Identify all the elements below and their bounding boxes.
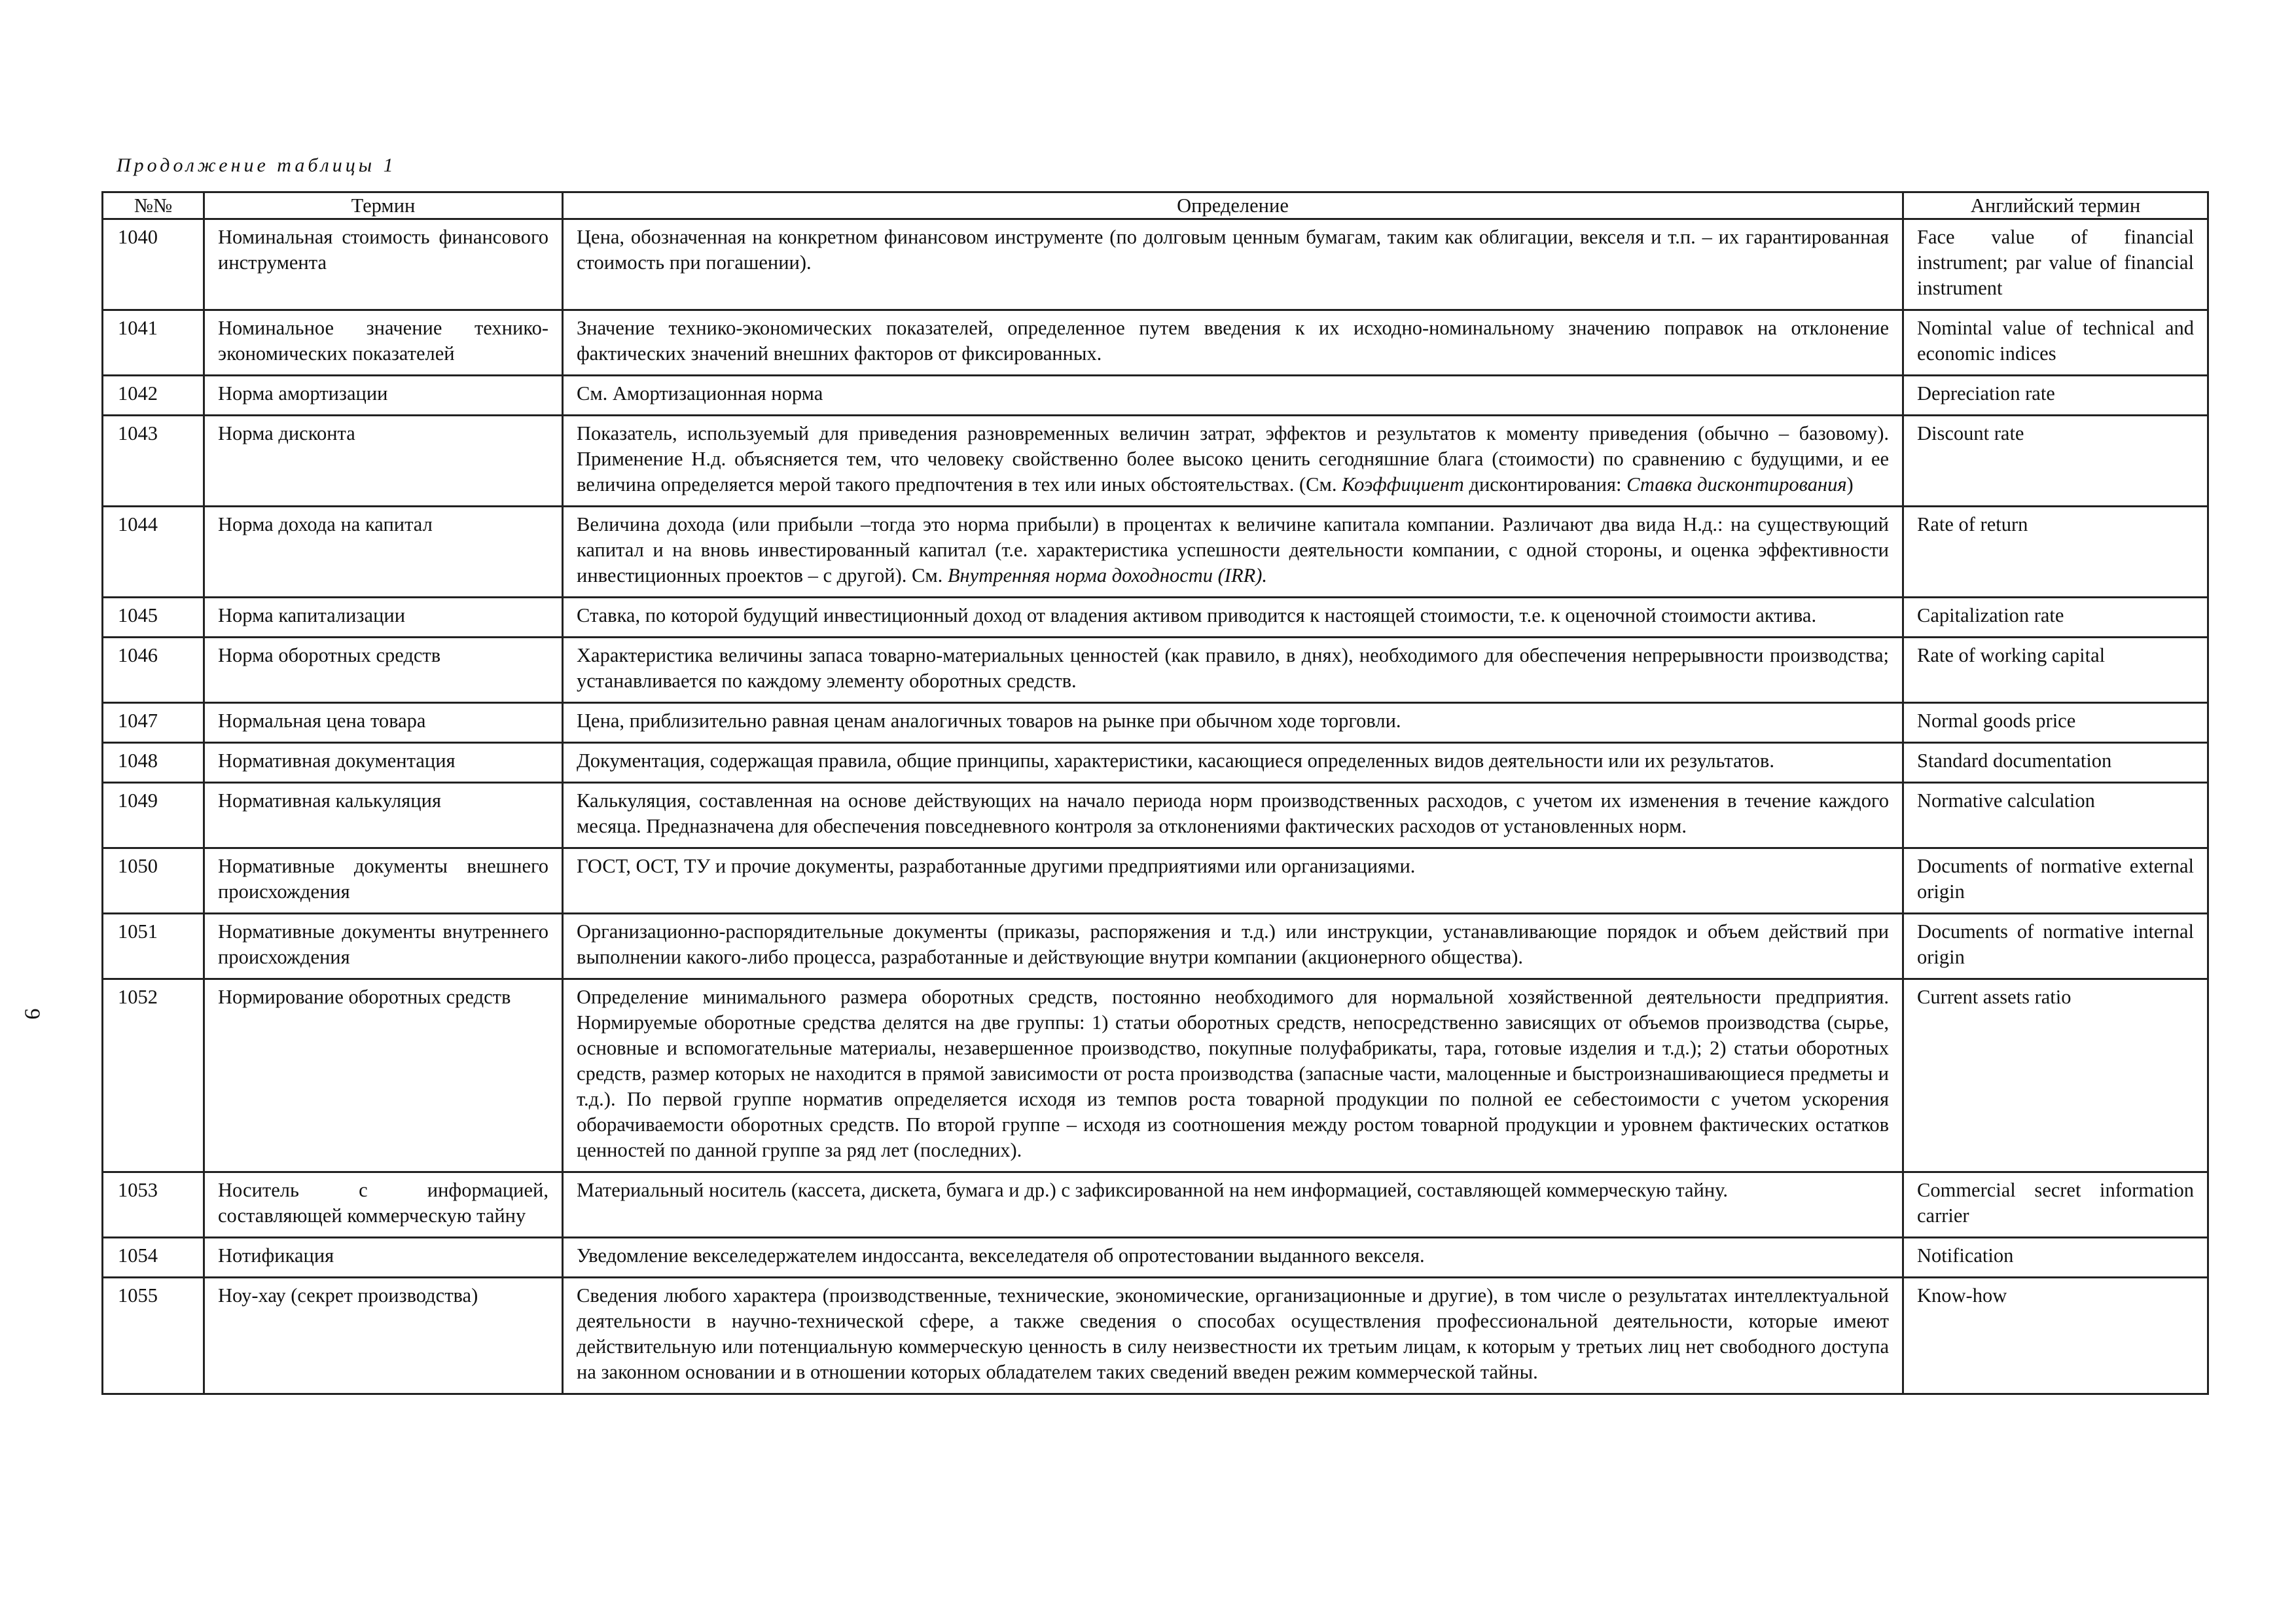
row-definition: Организационно-распорядительные документы (приказы, распоряжения и т.д.) или инструкции, устанавливающие порядок и объем действий при выполнении какого-либо процесса, разработанные и действующие внутри компании (акционерного общества). xyxy=(563,914,1903,979)
row-num: 1045 xyxy=(103,598,204,638)
row-definition: Калькуляция, составленная на основе действующих на начало периода норм производственных расходов, с учетом их изменения в течение каждого месяца. Предназначена для обеспечения повседневного контроля за отклонениями фактических расходов от установленных норм. xyxy=(563,783,1903,848)
row-num: 1046 xyxy=(103,638,204,703)
table-row xyxy=(103,1278,2208,1394)
row-definition: Характеристика величины запаса товарно-материальных ценностей (как правило, в днях), необходимого для обеспечения непрерывности производства; устанавливается по каждому элементу оборотных средств. xyxy=(563,638,1903,703)
row-english: Nomintal value of technical and economic indices xyxy=(1903,310,2208,376)
row-term: Ноу-хау (секрет производства) xyxy=(204,1278,563,1394)
definition-text: дисконтирования: xyxy=(1463,473,1627,496)
header-english: Английский термин xyxy=(1903,192,2208,219)
row-num: 1052 xyxy=(103,979,204,1172)
table-row xyxy=(103,219,2208,310)
row-definition: Материальный носитель (кассета, дискета, бумага и др.) с зафиксированной на нем информацией, составляющей коммерческую тайну. xyxy=(563,1172,1903,1238)
table-row xyxy=(103,743,2208,783)
header-row xyxy=(103,192,2208,219)
row-definition: Сведения любого характера (производственные, технические, экономические, организационные и другие), в том числе о результатах интеллектуальной деятельности в научно-технической сфере, а также сведения о способах осуществления профессиональной деятельности, которые имеют действительную или потенциальную коммерческую ценность в силу неизвестности их третьим лицам, к которым у третьих лиц нет свободного доступа на законном основании и в отношении которых обладателем таких сведений введен режим коммерческой тайны. xyxy=(563,1278,1903,1394)
header-term: Термин xyxy=(204,192,563,219)
row-english: Face value of financial instrument; par value of financial instrument xyxy=(1903,219,2208,310)
row-definition: Документация, содержащая правила, общие принципы, характеристики, касающиеся определенных видов деятельности или их результатов. xyxy=(563,743,1903,783)
row-english: Capitalization rate xyxy=(1903,598,2208,638)
row-term: Нормативная калькуляция xyxy=(204,783,563,848)
table-row xyxy=(103,638,2208,703)
row-num: 1047 xyxy=(103,703,204,743)
row-term: Норма дохода на капитал xyxy=(204,507,563,598)
row-num: 1054 xyxy=(103,1238,204,1278)
definition-text: Величина дохода (или прибыли –тогда это норма прибыли) в процентах к величине капитала компании. Различают два вида Н.д.: на существующий капитал и на вновь инвестированный капитал (т.е. характеристика успешности деятельности компании, с одной стороны, и оценка эффективности инвестиционных проектов – с другой). См. xyxy=(577,513,1889,586)
row-english: Notification xyxy=(1903,1238,2208,1278)
row-num: 1050 xyxy=(103,848,204,914)
row-definition: Цена, приблизительно равная ценам аналогичных товаров на рынке при обычном ходе торговли. xyxy=(563,703,1903,743)
row-num: 1055 xyxy=(103,1278,204,1394)
row-definition: Значение технико-экономических показателей, определенное путем введения к их исходно-номинальному значению поправок на отклонение фактических значений внешних факторов от фиксированных. xyxy=(563,310,1903,376)
definition-reference: Коэффициент xyxy=(1342,473,1464,496)
row-term: Нормативная документация xyxy=(204,743,563,783)
row-english: Depreciation rate xyxy=(1903,376,2208,416)
row-english: Commercial secret information carrier xyxy=(1903,1172,2208,1238)
row-english: Current assets ratio xyxy=(1903,979,2208,1172)
table-row xyxy=(103,1172,2208,1238)
table-caption: Продолжение таблицы 1 xyxy=(117,154,397,176)
row-definition xyxy=(563,507,1903,598)
row-definition: ГОСТ, ОСТ, ТУ и прочие документы, разработанные другими предприятиями или организациями. xyxy=(563,848,1903,914)
row-term: Носитель с информацией, составляющей коммерческую тайну xyxy=(204,1172,563,1238)
row-term: Номинальное значение технико-экономических показателей xyxy=(204,310,563,376)
table-row xyxy=(103,1238,2208,1278)
table-row xyxy=(103,507,2208,598)
row-english: Standard documentation xyxy=(1903,743,2208,783)
definition-text: ) xyxy=(1846,473,1854,496)
row-english: Normal goods price xyxy=(1903,703,2208,743)
row-english: Documents of normative external origin xyxy=(1903,848,2208,914)
row-definition: Определение минимального размера оборотных средств, постоянно необходимого для нормальной хозяйственной деятельности предприятия. Нормируемые оборотные средства делятся на две группы: 1) статьи оборотных средств, непосредственно зависящих от объемов производства (сырье, основные и вспомогательные материалы, незавершенное производство, покупные полуфабрикаты, тара, готовые изделия и т.д.); 2) статьи оборотных средств, размер которых не находится в прямой зависимости от роста производства (запасные части, малоценные и быстроизнашивающиеся предметы и т.д.). По первой группе норматив определяется исходя из темпов роста товарной продукции по полной ее себестоимости с учетом ускорения оборачиваемости оборотных средств. По второй группе – исходя из соотношения между ростом товарной продукции и уровнем фактических остатков ценностей по данной группе за ряд лет (последних). xyxy=(563,979,1903,1172)
row-english: Normative calculation xyxy=(1903,783,2208,848)
definition-reference: Ставка дисконтирования xyxy=(1626,473,1847,496)
row-num: 1044 xyxy=(103,507,204,598)
table-row xyxy=(103,416,2208,507)
table-row xyxy=(103,598,2208,638)
table-row xyxy=(103,310,2208,376)
table-row xyxy=(103,703,2208,743)
row-definition: См. Амортизационная норма xyxy=(563,376,1903,416)
row-definition: Уведомление векселедержателем индоссанта, векселедателя об опротестовании выданного векселя. xyxy=(563,1238,1903,1278)
row-english: Discount rate xyxy=(1903,416,2208,507)
page-number: 9 xyxy=(20,1008,45,1020)
row-num: 1049 xyxy=(103,783,204,848)
definition-text: Показатель, используемый для приведения разновременных величин затрат, эффектов и результатов к моменту приведения (обычно – базовому). Применение Н.д. объясняется тем, что человеку свойственно более высоко ценить сегодняшние блага (стоимости) по сравнению с будущими, и ее величина определяется мерой такого предпочтения в тех или иных обстоятельствах. (См. xyxy=(577,422,1889,496)
row-term: Номинальная стоимость финансового инструмента xyxy=(204,219,563,310)
row-num: 1042 xyxy=(103,376,204,416)
row-term: Нормирование оборотных средств xyxy=(204,979,563,1172)
table-row xyxy=(103,914,2208,979)
row-english: Rate of return xyxy=(1903,507,2208,598)
table-row xyxy=(103,783,2208,848)
row-term: Нормативные документы внутреннего происхождения xyxy=(204,914,563,979)
row-english: Rate of working capital xyxy=(1903,638,2208,703)
table-row xyxy=(103,848,2208,914)
row-definition xyxy=(563,416,1903,507)
header-num: №№ xyxy=(103,192,204,219)
table-row xyxy=(103,376,2208,416)
row-english: Know-how xyxy=(1903,1278,2208,1394)
row-num: 1043 xyxy=(103,416,204,507)
row-num: 1048 xyxy=(103,743,204,783)
row-english: Documents of normative internal origin xyxy=(1903,914,2208,979)
row-term: Нотификация xyxy=(204,1238,563,1278)
row-definition: Цена, обозначенная на конкретном финансовом инструменте (по долговым ценным бумагам, таким как облигации, векселя и т.п. – их гарантированная стоимость при погашении). xyxy=(563,219,1903,310)
row-term: Нормативные документы внешнего происхождения xyxy=(204,848,563,914)
row-term: Норма капитализации xyxy=(204,598,563,638)
row-term: Норма оборотных средств xyxy=(204,638,563,703)
row-num: 1041 xyxy=(103,310,204,376)
table-row xyxy=(103,979,2208,1172)
row-num: 1051 xyxy=(103,914,204,979)
row-definition: Ставка, по которой будущий инвестиционный доход от владения активом приводится к настоящей стоимости, т.е. к оценочной стоимости актива. xyxy=(563,598,1903,638)
terms-table xyxy=(101,191,2209,1395)
header-definition: Определение xyxy=(563,192,1903,219)
definition-reference: Внутренняя норма доходности (IRR). xyxy=(947,564,1267,586)
row-term: Норма амортизации xyxy=(204,376,563,416)
row-num: 1053 xyxy=(103,1172,204,1238)
row-term: Нормальная цена товара xyxy=(204,703,563,743)
row-term: Норма дисконта xyxy=(204,416,563,507)
row-num: 1040 xyxy=(103,219,204,310)
